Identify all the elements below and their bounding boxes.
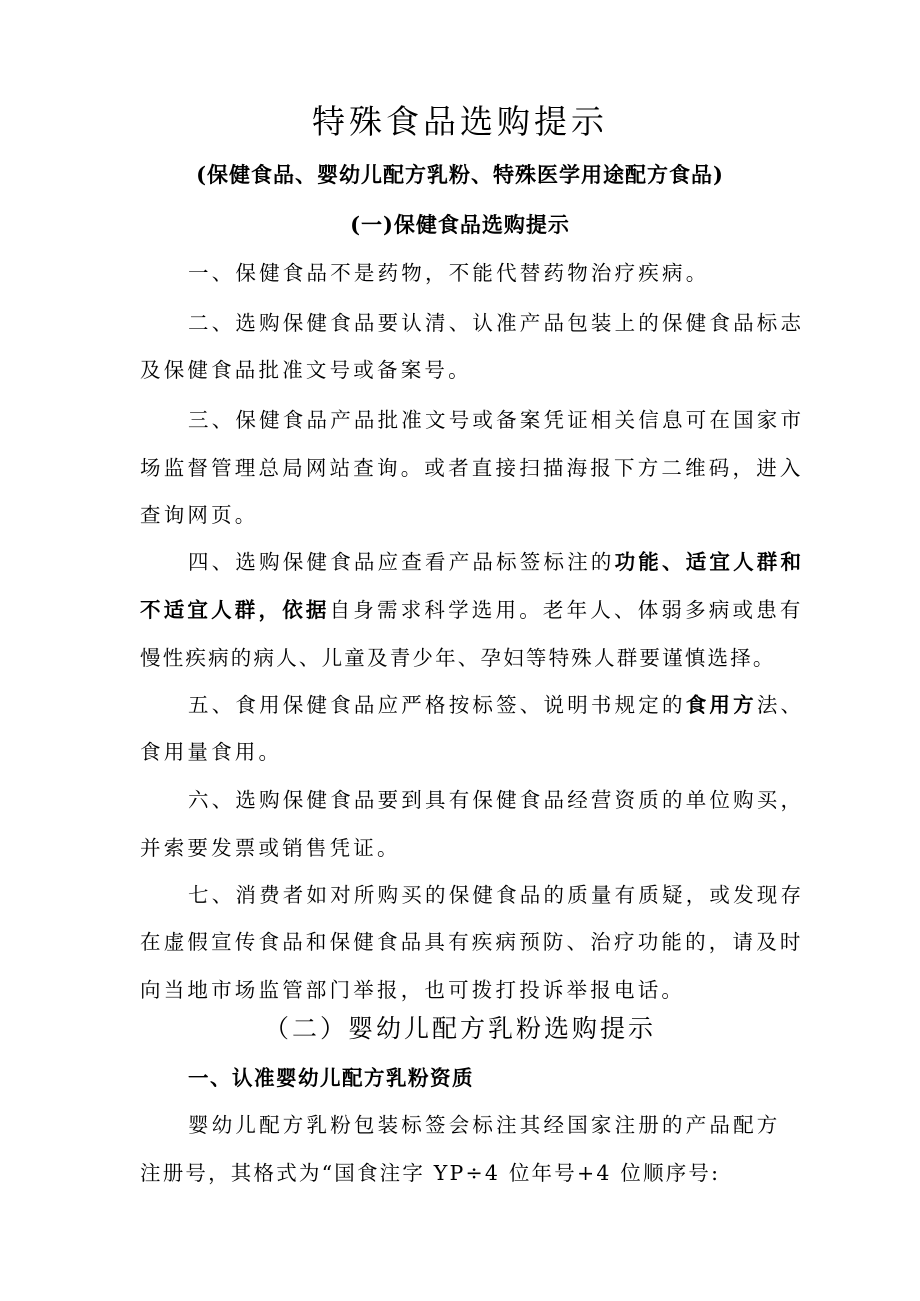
section1-paragraph-5-line-2: 食用量食用。: [140, 740, 283, 764]
section2-paragraph-1-line-1: 婴幼儿配方乳粉包装标签会标注其经国家注册的产品配方: [188, 1113, 781, 1137]
section1-paragraph-2-line-2: 及保健食品批准文号或备案号。: [140, 358, 472, 382]
section1-paragraph-4-line-1: [188, 547, 805, 577]
paragraph-text: 法、: [756, 693, 805, 717]
section1-paragraph-2-line-1: 二、选购保健食品要认清、认准产品包装上的保健食品标志: [188, 311, 805, 335]
section1-paragraph-3-line-3: 查询网页。: [140, 503, 259, 527]
paragraph-text: 自身需求科学选用。老年人、体弱多病或患有: [329, 598, 804, 622]
section2-paragraph-1-line-2: 注册号，其格式为“国食注字 YP÷4 位年号+4 位顺序号:: [140, 1161, 721, 1185]
emphasis-text: 食用方: [685, 693, 757, 717]
emphasis-text: 不适宜人群，依据: [140, 598, 330, 622]
section2-item-1-heading: 一、认准婴幼儿配方乳粉资质: [188, 1066, 474, 1090]
section1-paragraph-6-line-2: 并索要发票或销售凭证。: [140, 836, 401, 860]
page-title: 特殊食品选购提示: [312, 102, 608, 141]
page-subtitle: (保健食品、婴幼儿配方乳粉、特殊医学用途配方食品): [196, 162, 724, 187]
section1-paragraph-7-line-2: 在虚假宣传食品和保健食品具有疾病预防、治疗功能的，请及时: [140, 930, 804, 954]
section1-paragraph-7-line-1: 七、消费者如对所购买的保健食品的质量有质疑，或发现存: [188, 883, 805, 907]
paragraph-text: 五、食用保健食品应严格按标签、说明书规定的: [188, 693, 686, 717]
section1-heading: (一)保健食品选购提示: [350, 212, 570, 237]
section1-paragraph-7-line-3: 向当地市场监管部门举报，也可拨打投诉举报电话。: [140, 978, 686, 1002]
section1-paragraph-3-line-2: 场监督管理总局网站查询。或者直接扫描海报下方二维码，进入: [140, 456, 804, 480]
section1-paragraph-3-line-1: 三、保健食品产品批准文号或备案凭证相关信息可在国家市: [188, 408, 805, 432]
section1-paragraph-4-line-3: 慢性疾病的病人、儿童及青少年、孕妇等特殊人群要谨慎选择。: [140, 646, 776, 670]
section1-paragraph-4-line-2: [140, 595, 804, 625]
section1-paragraph-5-line-1: [188, 690, 805, 720]
emphasis-text: 功能、适宜人群和: [614, 550, 805, 574]
paragraph-text: 四、选购保健食品应查看产品标签标注的: [188, 550, 615, 574]
section2-heading: （二）婴幼儿配方乳粉选购提示: [263, 1014, 656, 1043]
section1-paragraph-6-line-1: 六、选购保健食品要到具有保健食品经营资质的单位购买，: [188, 788, 805, 812]
section1-paragraph-1: 一、保健食品不是药物，不能代替药物治疗疾病。: [188, 261, 710, 285]
